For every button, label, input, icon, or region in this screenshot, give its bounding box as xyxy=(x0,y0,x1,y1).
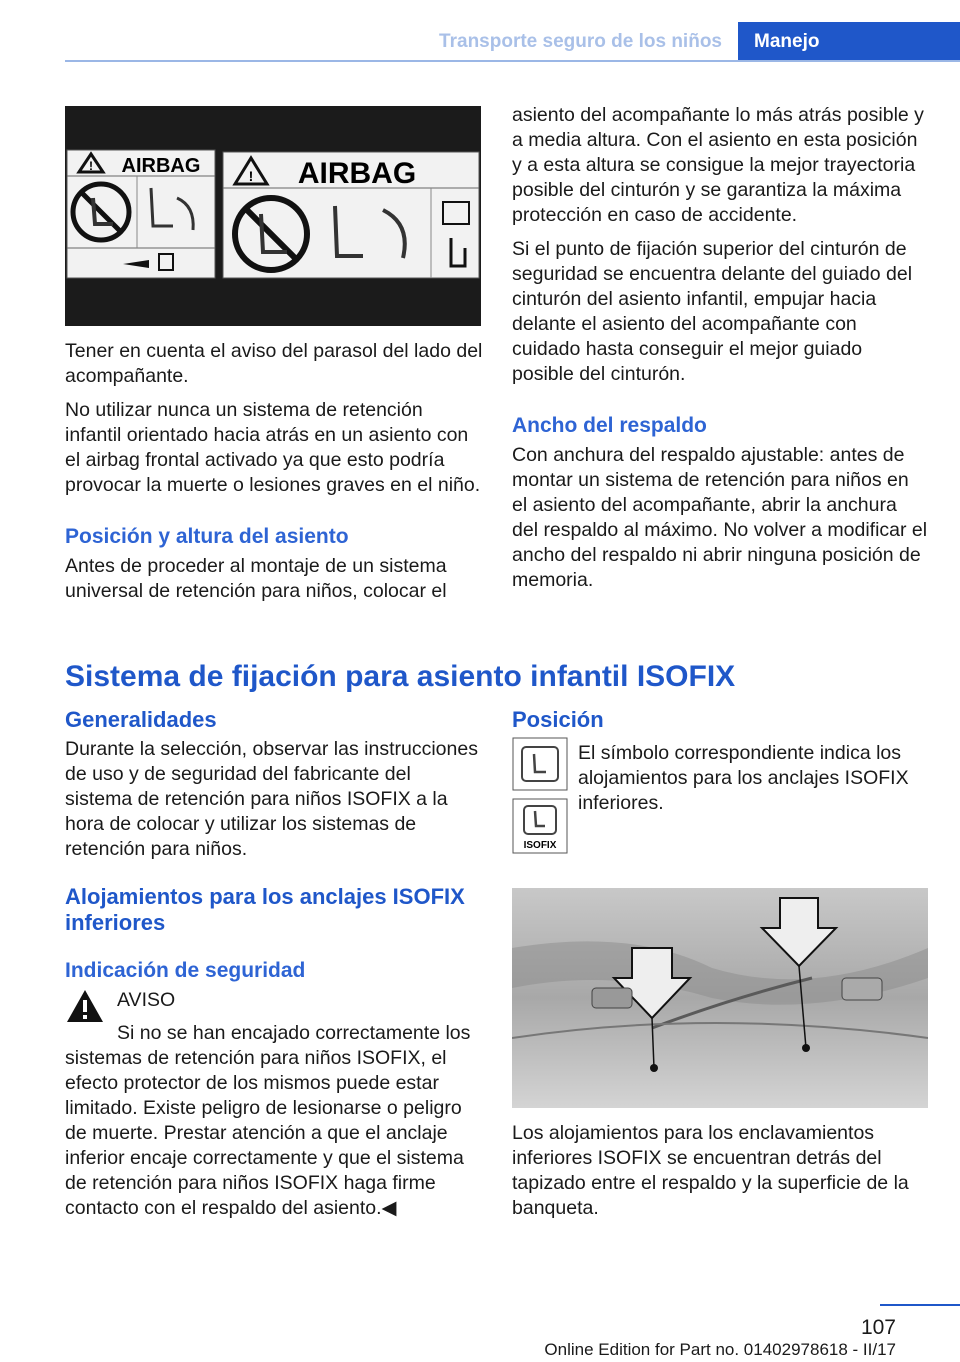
paragraph: Antes de proceder al montaje de un sistema universal de retención para niños, colocar el xyxy=(65,555,447,602)
warning-triangle-icon xyxy=(65,988,105,1024)
isofix-seat-photo xyxy=(512,888,928,1108)
page-number: 107 xyxy=(860,1316,896,1339)
symbol-description: El símbolo correspondiente indica los alojamientos para los anclajes ISOFIX inferiores. xyxy=(578,742,909,814)
airbag-label-large: AIRBAG xyxy=(297,157,417,190)
subheading-safety: Indicación de seguridad xyxy=(65,959,306,982)
lower-right-column xyxy=(512,707,928,859)
subheading-position: Posición y altura del asiento xyxy=(65,525,349,548)
isofix-label-text: ISOFIX xyxy=(523,840,557,851)
airbag-label-small: AIRBAG xyxy=(121,155,201,177)
warning-block xyxy=(65,988,483,1046)
footer-edition: Online Edition for Part no. 01402978618 - II/17 xyxy=(544,1340,896,1359)
paragraph: Con anchura del respaldo ajustable: antes de montar un sistema de retención para niños en el asiento del acompañante, abrir la anchura del respaldo al máximo. No volver a modificar el ancho del respaldo ni abrir ninguna posición de memoria. xyxy=(512,444,928,591)
footer-rule xyxy=(880,1304,960,1306)
paragraph: Los alojamientos para los enclavamientos inferiores ISOFIX se encuentran detrás del tapizado entre el respaldo y la superficie de la banqueta. xyxy=(512,1122,909,1219)
airbag-warning-image xyxy=(65,106,481,326)
heading-generalidades: Generalidades xyxy=(65,707,217,732)
subheading-width: Ancho del respaldo xyxy=(512,414,707,437)
svg-text:!: ! xyxy=(248,168,254,184)
header-rule xyxy=(65,60,960,62)
svg-text:!: ! xyxy=(89,159,93,173)
warning-text-first: Si no se han encajado correctamente los xyxy=(117,1022,471,1044)
isofix-seat-icon xyxy=(512,737,568,791)
paragraph: Tener en cuenta el aviso del parasol del lado del acompañante. xyxy=(65,340,483,387)
header-tab: Manejo xyxy=(738,22,960,62)
lower-right-text xyxy=(512,1121,928,1230)
heading-isofix-lower: Alojamientos para los anclajes ISOFIX inferiores xyxy=(65,884,465,935)
right-upper-column xyxy=(512,103,928,602)
symbol-block xyxy=(512,737,928,859)
lower-left-column xyxy=(65,707,483,1230)
paragraph: asiento del acompañante lo más atrás posible y a media altura. Con el asiento en esta posición y a esta altura se consigue la mejor trayectoria posible del cinturón y se garantiza la máxima protección en caso de accidente. xyxy=(512,104,924,226)
warning-title: AVISO xyxy=(117,989,176,1011)
header-section-title: Transporte seguro de los niños xyxy=(439,31,722,52)
paragraph: Si el punto de fijación superior del cinturón de seguridad se encuentra delante del guiado del cinturón del asiento infantil, empujar hacia delante el asiento del acompañante con cuidado hasta conseguir el mejor guiado posible del cinturón. xyxy=(512,238,913,385)
heading-posicion: Posición xyxy=(512,707,604,732)
isofix-label-icon xyxy=(512,798,568,854)
section-title: Sistema de fijación para asiento infantil ISOFIX xyxy=(65,660,736,693)
paragraph: Durante la selección, observar las instrucciones de uso y de seguridad del fabricante del sistema de retención para niños ISOFIX a la hora de colocar y utilizar los sistemas de retención para niños. xyxy=(65,738,478,860)
warning-text: sistemas de retención para niños ISOFIX, el efecto protector de los mismos puede estar limitado. Existe peligro de lesionarse o peligro de muerte. Prestar atención a que el anclaje inferior encaje correctamente y que el sistema de retención para niños ISOFIX haga firme contacto con el respaldo del asiento.◀ xyxy=(65,1047,464,1219)
left-upper-column xyxy=(65,339,483,613)
paragraph: No utilizar nunca un sistema de retención infantil orientado hacia atrás en un asiento con el airbag frontal activado ya que esto podría provocar la muerte o lesiones graves en el niño. xyxy=(65,399,481,496)
